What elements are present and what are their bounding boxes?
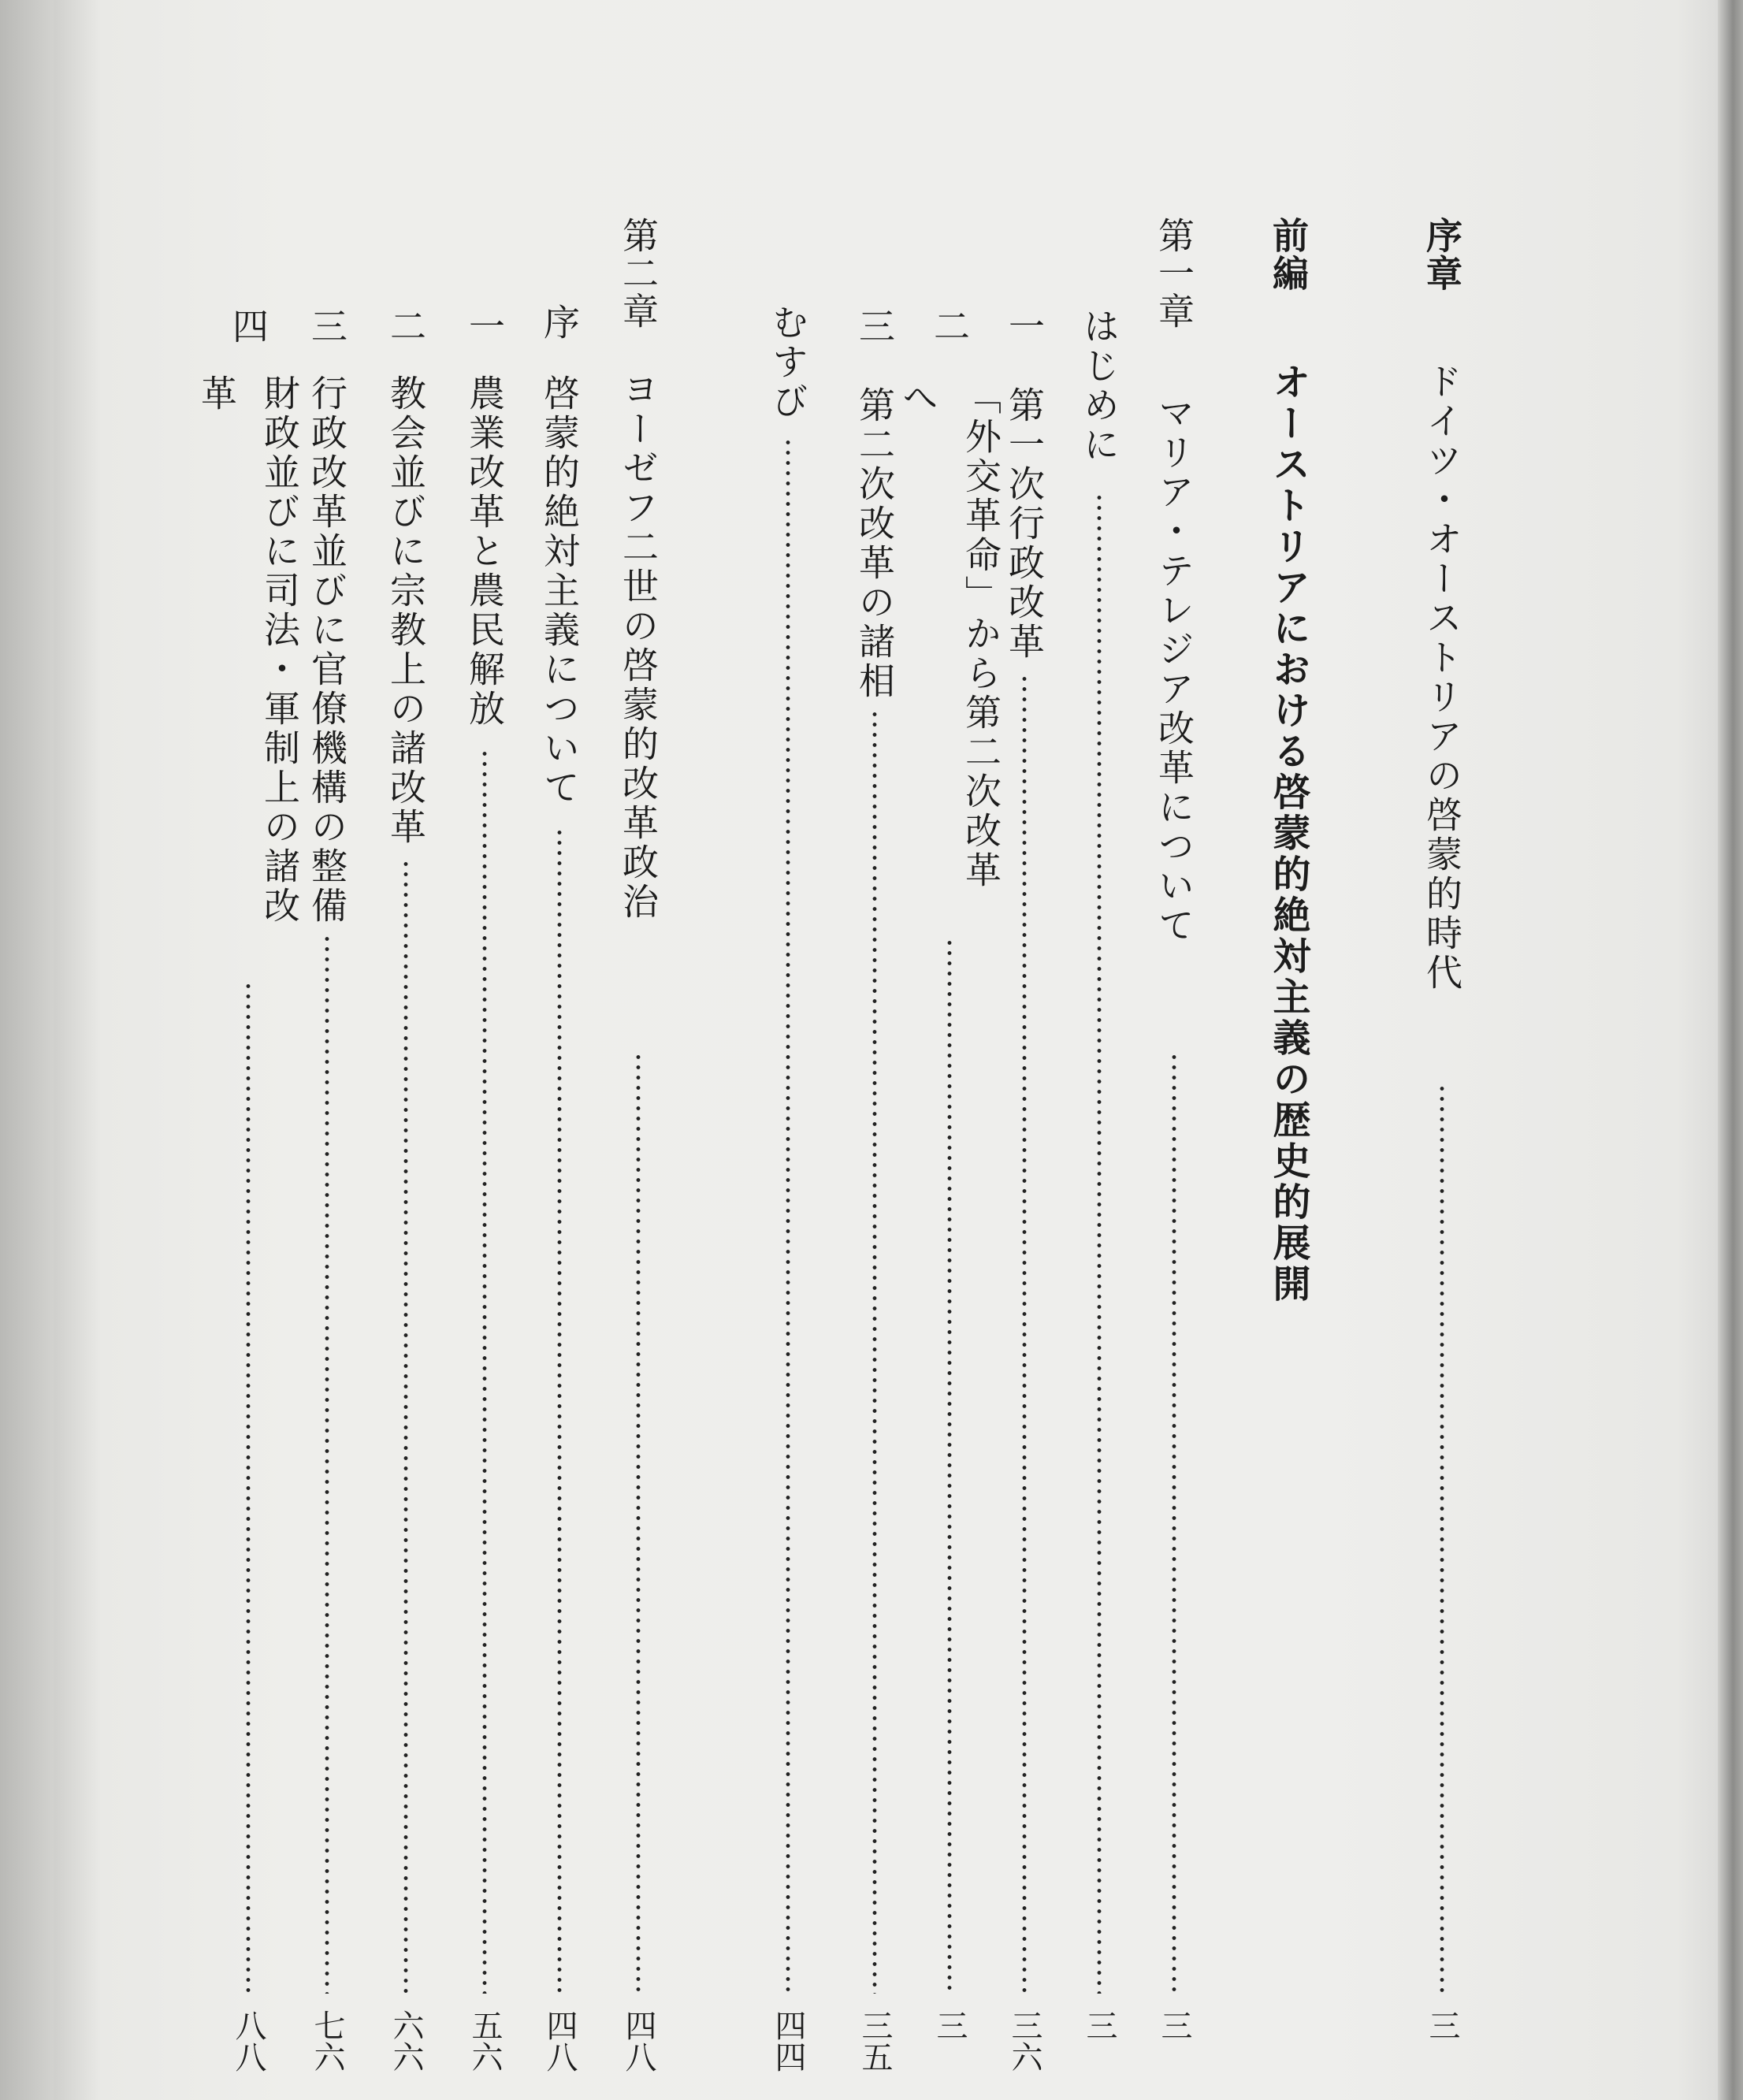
toc-row-ch1-3[interactable] — [843, 0, 906, 2100]
page-number: 四四 — [770, 2009, 806, 2072]
page-number: 四八 — [541, 2009, 578, 2072]
toc-row-preface[interactable] — [1410, 0, 1474, 2100]
page-number: 六六 — [388, 2009, 424, 2072]
dot-leader — [453, 749, 516, 1994]
entry-number: 序 — [538, 303, 581, 340]
page-number: 四八 — [620, 2009, 656, 2072]
chapter-number: 第一章 — [1153, 217, 1195, 330]
dot-leader — [1068, 492, 1131, 1994]
dot-leader — [1143, 1052, 1206, 1994]
entry-number: 三 — [853, 307, 896, 344]
entry-number: 二 — [385, 307, 427, 344]
entry-number: 一 — [463, 307, 506, 344]
toc-row-chapter2[interactable] — [607, 0, 670, 2100]
entry-title: 教会並びに宗教上の諸改革 — [385, 374, 427, 847]
page-number: 五六 — [466, 2009, 503, 2072]
entry-title: 財政並びに司法・軍制上の諸改革 — [195, 374, 301, 926]
toc-row-part1[interactable] — [1257, 0, 1320, 2100]
part-number: 前編 — [1267, 217, 1310, 292]
entry-number: 三 — [306, 307, 348, 344]
chapter-number: 第二章 — [617, 217, 660, 330]
entry-number: 二 — [928, 307, 971, 344]
chapter-title: マリア・テレジア改革について — [1153, 394, 1195, 946]
dot-leader — [843, 709, 906, 1994]
dot-leader — [756, 437, 819, 1994]
dot-leader — [918, 938, 981, 1994]
dot-leader — [295, 934, 359, 1994]
toc-row-ch2-4[interactable] — [195, 0, 301, 2100]
dot-leader — [217, 981, 280, 1994]
page-number: 三 — [931, 2009, 968, 2041]
entry-title: 「外交革命」から第二次改革へ — [897, 378, 1002, 890]
page-number: 八八 — [230, 2009, 266, 2072]
entry-title: 農業改革と農民解放 — [463, 374, 506, 729]
entry-title: 第一次行政改革 — [1003, 386, 1046, 662]
chapter-title: ヨーゼフ二世の啓蒙的改革政治 — [617, 370, 660, 922]
page-number: 三 — [1081, 2009, 1117, 2041]
toc-row-ch2-intro[interactable] — [528, 0, 591, 2100]
toc-row-intro[interactable] — [1068, 0, 1131, 2100]
entry-title: 行政改革並びに官僚機構の整備 — [306, 374, 348, 926]
entry-number: 一 — [1003, 307, 1046, 344]
part-title: オーストリアにおける啓蒙的絶対主義の歴史的展開 — [1266, 362, 1310, 1305]
toc-row-chapter1[interactable] — [1143, 0, 1206, 2100]
entry-title: はじめに — [1078, 307, 1120, 465]
toc-row-conclusion[interactable] — [756, 0, 819, 2100]
dot-leader — [374, 859, 437, 1994]
chapter-number: 序章 — [1421, 217, 1463, 292]
entry-title: むすび — [767, 303, 809, 422]
entry-number: 四 — [227, 307, 269, 344]
dot-leader — [528, 827, 591, 1994]
toc-row-ch2-2[interactable] — [374, 0, 437, 2100]
dot-leader — [607, 1052, 670, 1994]
page-number: 七六 — [309, 2009, 345, 2072]
toc-row-ch2-1[interactable] — [453, 0, 516, 2100]
page-number: 三六 — [1006, 2009, 1042, 2072]
toc-row-ch2-3[interactable] — [295, 0, 359, 2100]
dot-leader — [1410, 1083, 1474, 1994]
page-number: 三 — [1156, 2009, 1192, 2041]
toc-row-ch1-1[interactable] — [993, 0, 1056, 2100]
entry-title: 第二次改革の諸相 — [853, 386, 896, 701]
chapter-title: ドイツ・オーストリアの啓蒙的時代 — [1421, 362, 1463, 993]
entry-title: 啓蒙的絶対主義について — [538, 374, 581, 808]
page-number: 三五 — [857, 2009, 893, 2072]
toc-row-ch1-2[interactable] — [897, 0, 1002, 2100]
page-number: 三 — [1424, 2009, 1460, 2041]
